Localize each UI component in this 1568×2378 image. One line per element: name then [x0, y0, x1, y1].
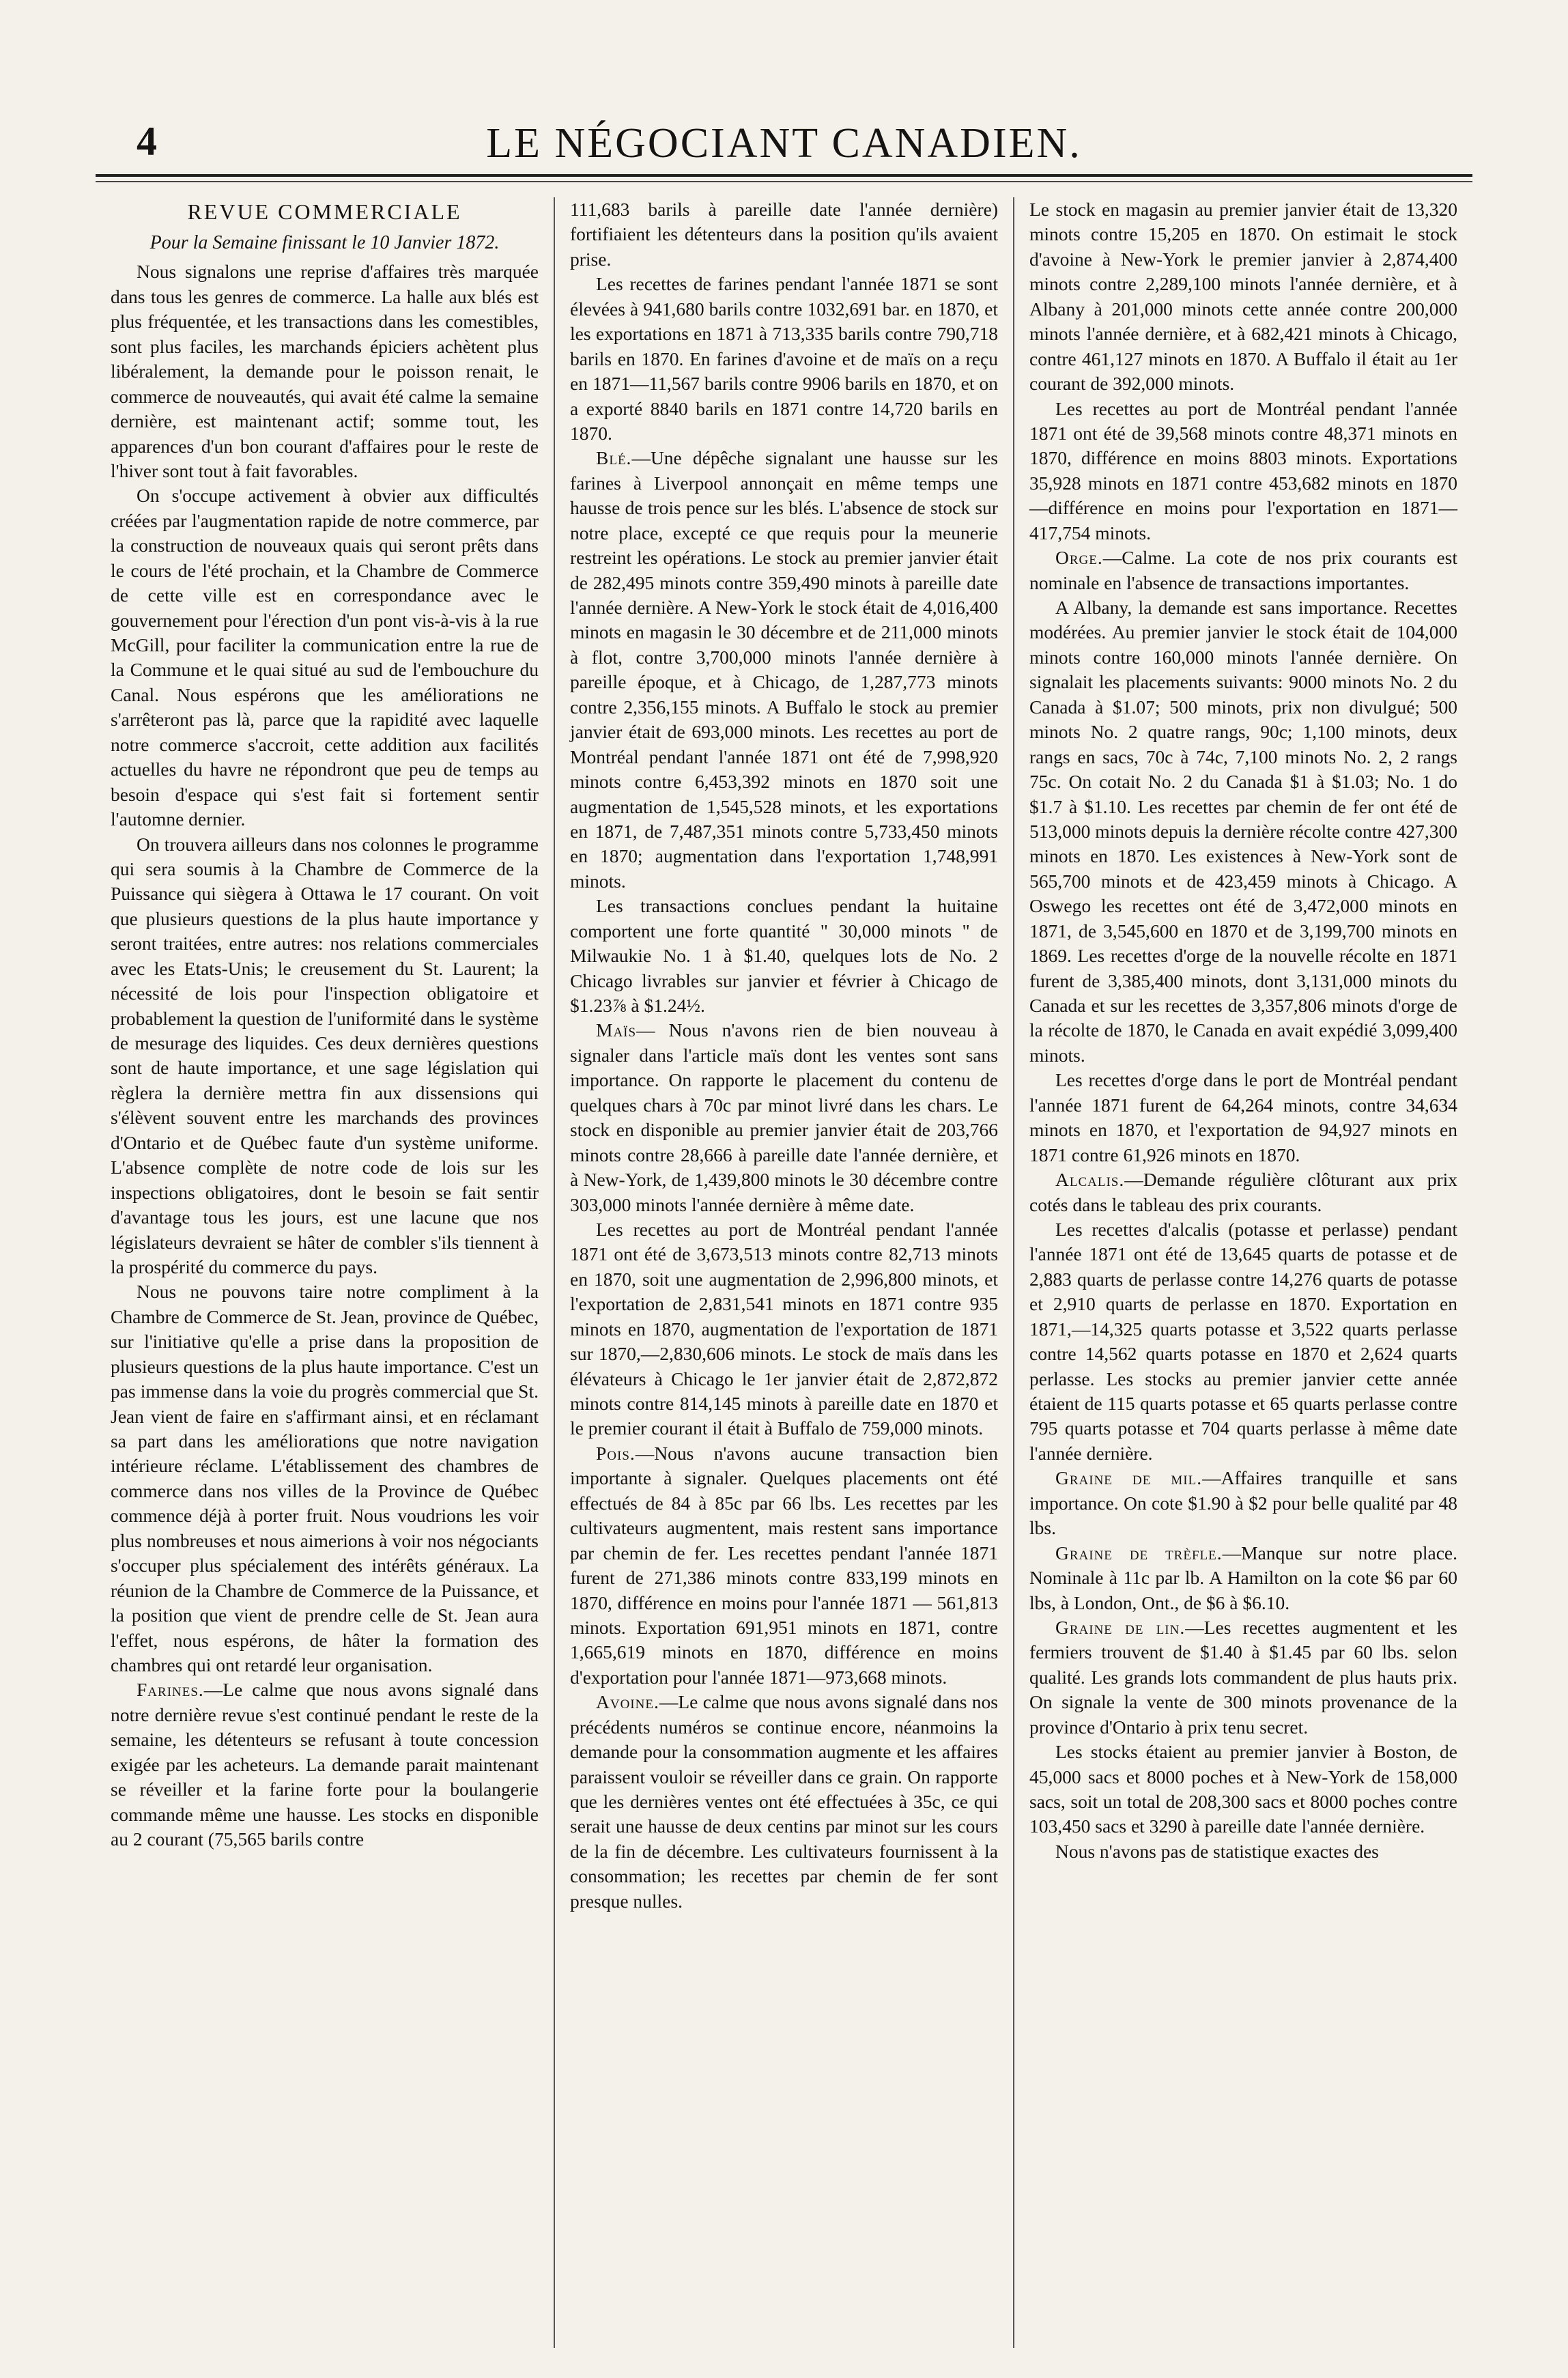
text-farines: —Le calme que nous avons signalé dans notre dernière revue s'est continué pendant le reste de la semaine, les détenteurs se refusant à toute concession exigée par les acheteurs. La demande parait maintenant se réveiller et la farine forte pour la boulangerie commande même une hausse. Les stocks en disponible au 2 courant (75,565 barils contre: [111, 1679, 539, 1850]
paragraph-avoine: [570, 1690, 998, 1914]
lead-avoine: Avoine.: [596, 1691, 659, 1713]
paragraph-ble: [570, 446, 998, 894]
paragraph: Les recettes de farines pendant l'année 1871 se sont élevées à 941,680 barils contre 1032,691 bar. en 1870, et les exportations en 1871 à 713,335 barils contre 790,718 barils en 1870. En farines d'avoine et de maïs on a reçu en 1871—11,567 barils contre 9906 barils en 1870, et on a exporté 8840 barils en 1871 contre 14,720 barils en 1870.: [570, 273, 998, 444]
text-orge: —Calme. La cote de nos prix courants est nominale en l'absence de transactions importantes.: [1029, 547, 1457, 593]
paragraph-farines: [111, 1678, 539, 1852]
text-alcalis: —Demande régulière clôturant aux prix cotés dans le tableau des prix courants.: [1029, 1169, 1457, 1215]
paragraph-pois: [570, 1441, 998, 1690]
column-3: [1013, 197, 1472, 2348]
text-pois: —Nous n'avons aucune transaction bien importante à signaler. Quelques placements ont été effectués de 84 à 85c par 66 lbs. Les recettes par les cultivateurs augmentent, mais restent sans importance par chemin de fer. Les recettes pendant l'année 1871 furent de 271,386 minots contre 833,199 minots en 1870, différence en moins pour l'année 1871 — 561,813 minots. Exportation 691,951 minots en 1871, contre 1,665,619 minots en 1870, différence en moins d'exportation pour l'année 1871—973,668 minots.: [570, 1442, 998, 1688]
paragraph: Le stock en magasin au premier janvier était de 13,320 minots contre 15,205 en 1870. On estimait le stock d'avoine à New-York le premier janvier à 2,874,400 minots contre 2,289,100 minots l'année dernière, et à Albany à 201,000 minots cette année contre 200,000 minots l'année dernière, et à 682,421 minots à Chicago, contre 461,127 minots en 1870. A Buffalo il était au 1er courant de 392,000 minots.: [1029, 199, 1457, 395]
column-2: [554, 197, 1013, 2348]
lead-farines: Farines.: [137, 1679, 204, 1701]
lead-alcalis: Alcalis.: [1055, 1169, 1125, 1191]
paragraph: Nous ne pouvons taire notre compliment à la Chambre de Commerce de St. Jean, province de Québec, sur l'initiative qu'elle a prise dans la proposition de plusieurs questions de la plus haute importance. C'est un pas immense dans la voie du progrès commercial que St. Jean vient de faire en s'affirmant ainsi, et en réclamant sa part dans les améliorations que notre navigation intérieure réclame. L'établissement des chambres de commerce dans nos villes de la Province de Québec commence déjà à porter fruit. Nous voudrions les voir plus nombreuses et nous aimerions à voir nos négociants s'occuper plus spécialement des intérêts généraux. La réunion de la Chambre de Commerce de la Puissance, et la position que vient de prendre celle de St. Jean aura l'effet, nous espérons, de hâter la formation des chambres qui ont retardé leur organisation.: [111, 1281, 539, 1675]
journal-title: LE NÉGOCIANT CANADIEN.: [486, 120, 1082, 167]
lead-pois: Pois.: [596, 1442, 636, 1464]
paragraph: Nous signalons une reprise d'affaires très marquée dans tous les genres de commerce. La halle aux blés est plus fréquentée, et les transactions dans les comestibles, sont plus faciles, les marchands épiciers achètent plus libéralement, la demande pour le poisson renait, le commerce de nouveautés, qui avait été calme la semaine dernière, est maintenant actif; somme tout, les apparences d'un bon courant d'affaires pour le reste de l'hiver sont tout à fait favorables.: [111, 261, 539, 481]
page-number: 4: [137, 119, 157, 164]
paragraph-alcalis: [1029, 1167, 1457, 1217]
column-1: [96, 197, 554, 2348]
lead-ble: Blé.: [596, 447, 632, 469]
paragraph-mais: [570, 1018, 998, 1217]
paragraph: On s'occupe activement à obvier aux difficultés créées par l'augmentation rapide de notre commerce, par la construction de nouveaux quais qui seront prêts dans le cours de l'été prochain, et la Chambre de Commerce de cette ville est en correspondance avec le gouvernement pour l'érection d'un pont vis-à-vis à la rue McGill, pour faciliter la communication entre la rue de la Commune et le quai situé au sud de l'embouchure du Canal. Nous espérons que les améliorations ne s'arrêteront pas là, parce que la rapidité avec laquelle notre commerce s'accroit, cette addition aux facilités actuelles du havre ne répondront que peu de temps au besoin d'espace qui s'est fait si fortement sentir l'automne dernier.: [111, 485, 539, 830]
paragraph: Les stocks étaient au premier janvier à Boston, de 45,000 sacs et 8000 poches et à New-York de 158,000 sacs, soit un total de 208,300 sacs et 8000 poches contre 103,450 sacs et 3290 à pareille date l'année dernière.: [1029, 1741, 1457, 1837]
lead-mais: Maïs: [596, 1019, 637, 1041]
lead-mil: Graine de mil.: [1055, 1467, 1203, 1489]
paragraph-trefle: [1029, 1541, 1457, 1615]
paragraph: Les recettes au port de Montréal pendant l'année 1871 ont été de 39,568 minots contre 48,371 minots en 1870, différence en moins 8803 minots. Exportations 35,928 minots en 1871 contre 453,682 minots en 1870—différence en moins pour l'exportation en 1871—417,754 minots.: [1029, 397, 1457, 543]
article-columns: [96, 197, 1472, 2348]
text-trefle: —Manque sur notre place. Nominale à 11c par lb. A Hamilton on la cote $6 par 60 lbs, à London, Ont., de $6 à $6.10.: [1029, 1542, 1457, 1613]
masthead: [96, 113, 1472, 177]
paragraph: On trouvera ailleurs dans nos colonnes le programme qui sera soumis à la Chambre de Commerce de la Puissance qui siègera à Ottawa le 17 courant. On voit que plusieurs questions de la plus haute importance y seront traitées, entre autres: nos relations commerciales avec les Etats-Unis; le creusement du St. Laurent; la nécessité de lois pour l'inspection obligatoire et probablement la question de l'uniformité dans le système de mesurage des liquides. Ces deux dernières questions sont de haute importance, et une sage législation qui règlera la dernière mettra fin aux dissensions qui s'élèvent souvent entre les marchands des provinces d'Ontario et de Québec faute d'un système uniforme. L'absence complète de notre code de lois sur les inspections obligatoires, dont le besoin se fait sentir d'avantage tous les jours, est une lacune que nos législateurs devraient se hâter de combler s'ils tiennent à la prospérité du commerce du pays.: [111, 833, 539, 1277]
section-heading: REVUE COMMERCIALE: [187, 199, 462, 224]
lead-lin: Graine de lin.: [1055, 1616, 1186, 1638]
paragraph: Les recettes au port de Montréal pendant l'année 1871 ont été de 3,673,513 minots contre 82,713 minots en 1870, soit une augmentation de 2,996,800 minots, et l'exportation de 2,831,541 minots en 1871 contre 935 minots en 1870, augmentation de l'exportation de 1871 sur 1870,—2,830,606 minots. Le stock de maïs dans les élévateurs à Chicago le 1er janvier était de 2,872,872 minots contre 814,145 minots à pareille date en 1870 et le premier courant il était à Buffalo de 759,000 minots.: [570, 1218, 998, 1439]
paragraph: A Albany, la demande est sans importance. Recettes modérées. Au premier janvier le stock était de 104,000 minots contre 160,000 minots l'année dernière. On signalait les placements suivants: 9000 minots No. 2 du Canada à $1.07; 500 minots, prix non divulgué; 500 minots No. 2 quatre rangs, 90c; 1,100 minots, deux rangs en sacs, 70c à 74c, 7,100 minots No. 2, 2 rangs 75c. On cotait No. 2 du Canada $1 à $1.03; No. 1 do $1.7 à $1.10. Les recettes par chemin de fer ont été de 513,000 minots depuis la dernière récolte contre 427,300 minots en 1870. Les existences à New-York sont de 565,700 minots et de 423,459 minots à Chicago. A Oswego les recettes ont été de 3,472,000 minots en 1871, de 3,545,600 en 1870 et de 3,199,700 minots en 1869. Les recettes d'orge de la nouvelle récolte en 1871 furent de 3,385,400 minots, dont 3,131,000 minots du Canada et sur les recettes de 3,357,806 minots d'orge de la récolte de 1870, le Canada en avait expédié 3,099,400 minots.: [1029, 597, 1457, 1066]
paragraph: Nous n'avons pas de statistique exactes des: [1055, 1840, 1379, 1862]
text-ble: —Une dépêche signalant une hausse sur les farines à Liverpool annonçait en même temps une hausse de trois pence sur les blés. L'absence de stock sur notre place, excepté ce que requis pour la meunerie restreint les opérations. Le stock au premier janvier était de 282,495 minots contre 359,490 minots à pareille date l'année dernière. A New-York le stock était de 4,016,400 minots en magasin le 30 décembre et de 211,000 minots à flot, contre 3,700,000 minots l'année dernière à pareille époque, et à Chicago, de 1,287,773 minots contre 2,356,155 minots. A Buffalo le stock au premier janvier était de 693,000 minots. Les recettes au port de Montréal pendant l'année 1871 ont été de 7,998,920 minots contre 6,453,392 minots en 1870 soit une augmentation de 1,545,528 minots, et les exportations en 1871, de 7,487,351 minots contre 5,733,450 minots en 1870; augmentation dans l'exportation 1,748,991 minots.: [570, 447, 998, 892]
paragraph-orge: [1029, 546, 1457, 595]
paragraph-lin: [1029, 1615, 1457, 1740]
lead-trefle: Graine de trèfle.: [1055, 1542, 1223, 1563]
text-avoine: —Le calme que nous avons signalé dans nos précédents numéros se continue encore, néanmoins la demande pour la consommation augmente et les affaires paraissent vouloir se réveiller dans ce grain. On rapporte que les dernières ventes ont été effectuées à 35c, ce qui serait une hausse de deux centins par minot sur les cours de la fin de décembre. Les cultivateurs fournissent à la consommation; les recettes par chemin de fer sont presque nulles.: [570, 1691, 998, 1912]
paragraph: Les recettes d'alcalis (potasse et perlasse) pendant l'année 1871 ont été de 13,645 quarts de potasse et de 2,883 quarts de perlasse contre 14,276 quarts de potasse et 2,910 quarts de perlasse en 1870. Exportation en 1871,—14,325 quarts potasse et 3,522 quarts perlasse contre 14,562 quarts potasse en 1870 et 2,624 quarts perlasse. Les stocks au premier janvier cette année étaient de 115 quarts potasse et 65 quarts perlasse contre 795 quarts potasse et 704 quarts perlasse à même date l'année dernière.: [1029, 1218, 1457, 1464]
paragraph: 111,683 barils à pareille date l'année dernière) fortifiaient les détenteurs dans la position qu'ils avaient prise.: [570, 199, 998, 270]
paragraph-mil: [1029, 1466, 1457, 1540]
text-mil: —Affaires tranquille et sans importance. On cote $1.90 à $2 pour belle qualité par 48 lbs.: [1029, 1467, 1457, 1539]
text-lin: —Les recettes augmentent et les fermiers trouvent de $1.40 à $1.45 par 60 lbs. selon qualité. Les grands lots commandent de plus hauts prix. On signale la vente de 300 minots provenance de la province d'Ontario à prix tenu secret.: [1029, 1616, 1458, 1738]
masthead-rule: [96, 181, 1472, 182]
text-mais: — Nous n'avons rien de bien nouveau à signaler dans l'article maïs dont les ventes sont sans importance. On rapporte le placement du contenu de quelques chars à 70c par minot livré dans les chars. Le stock en disponible au premier janvier était de 203,766 minots contre 28,666 à pareille date l'année dernière, et à New-York, de 1,439,800 minots le 30 décembre contre 303,000 minots l'année dernière à même date.: [570, 1019, 998, 1215]
section-subheading: Pour la Semaine finissant le 10 Janvier 1872.: [149, 232, 500, 254]
paragraph: Les recettes d'orge dans le port de Montréal pendant l'année 1871 furent de 64,264 minots, contre 34,634 minots en 1870, et l'exportation de 94,927 minots en 1871 contre 61,926 minots en 1870.: [1029, 1069, 1457, 1165]
paragraph: Les transactions conclues pendant la huitaine comportent une forte quantité " 30,000 minots " de Milwaukie No. 1 à $1.40, quelques lots de No. 2 Chicago livrables sur janvier et février à Chicago de $1.23⅞ à $1.24½.: [570, 895, 998, 1016]
lead-orge: Orge.: [1055, 547, 1103, 569]
